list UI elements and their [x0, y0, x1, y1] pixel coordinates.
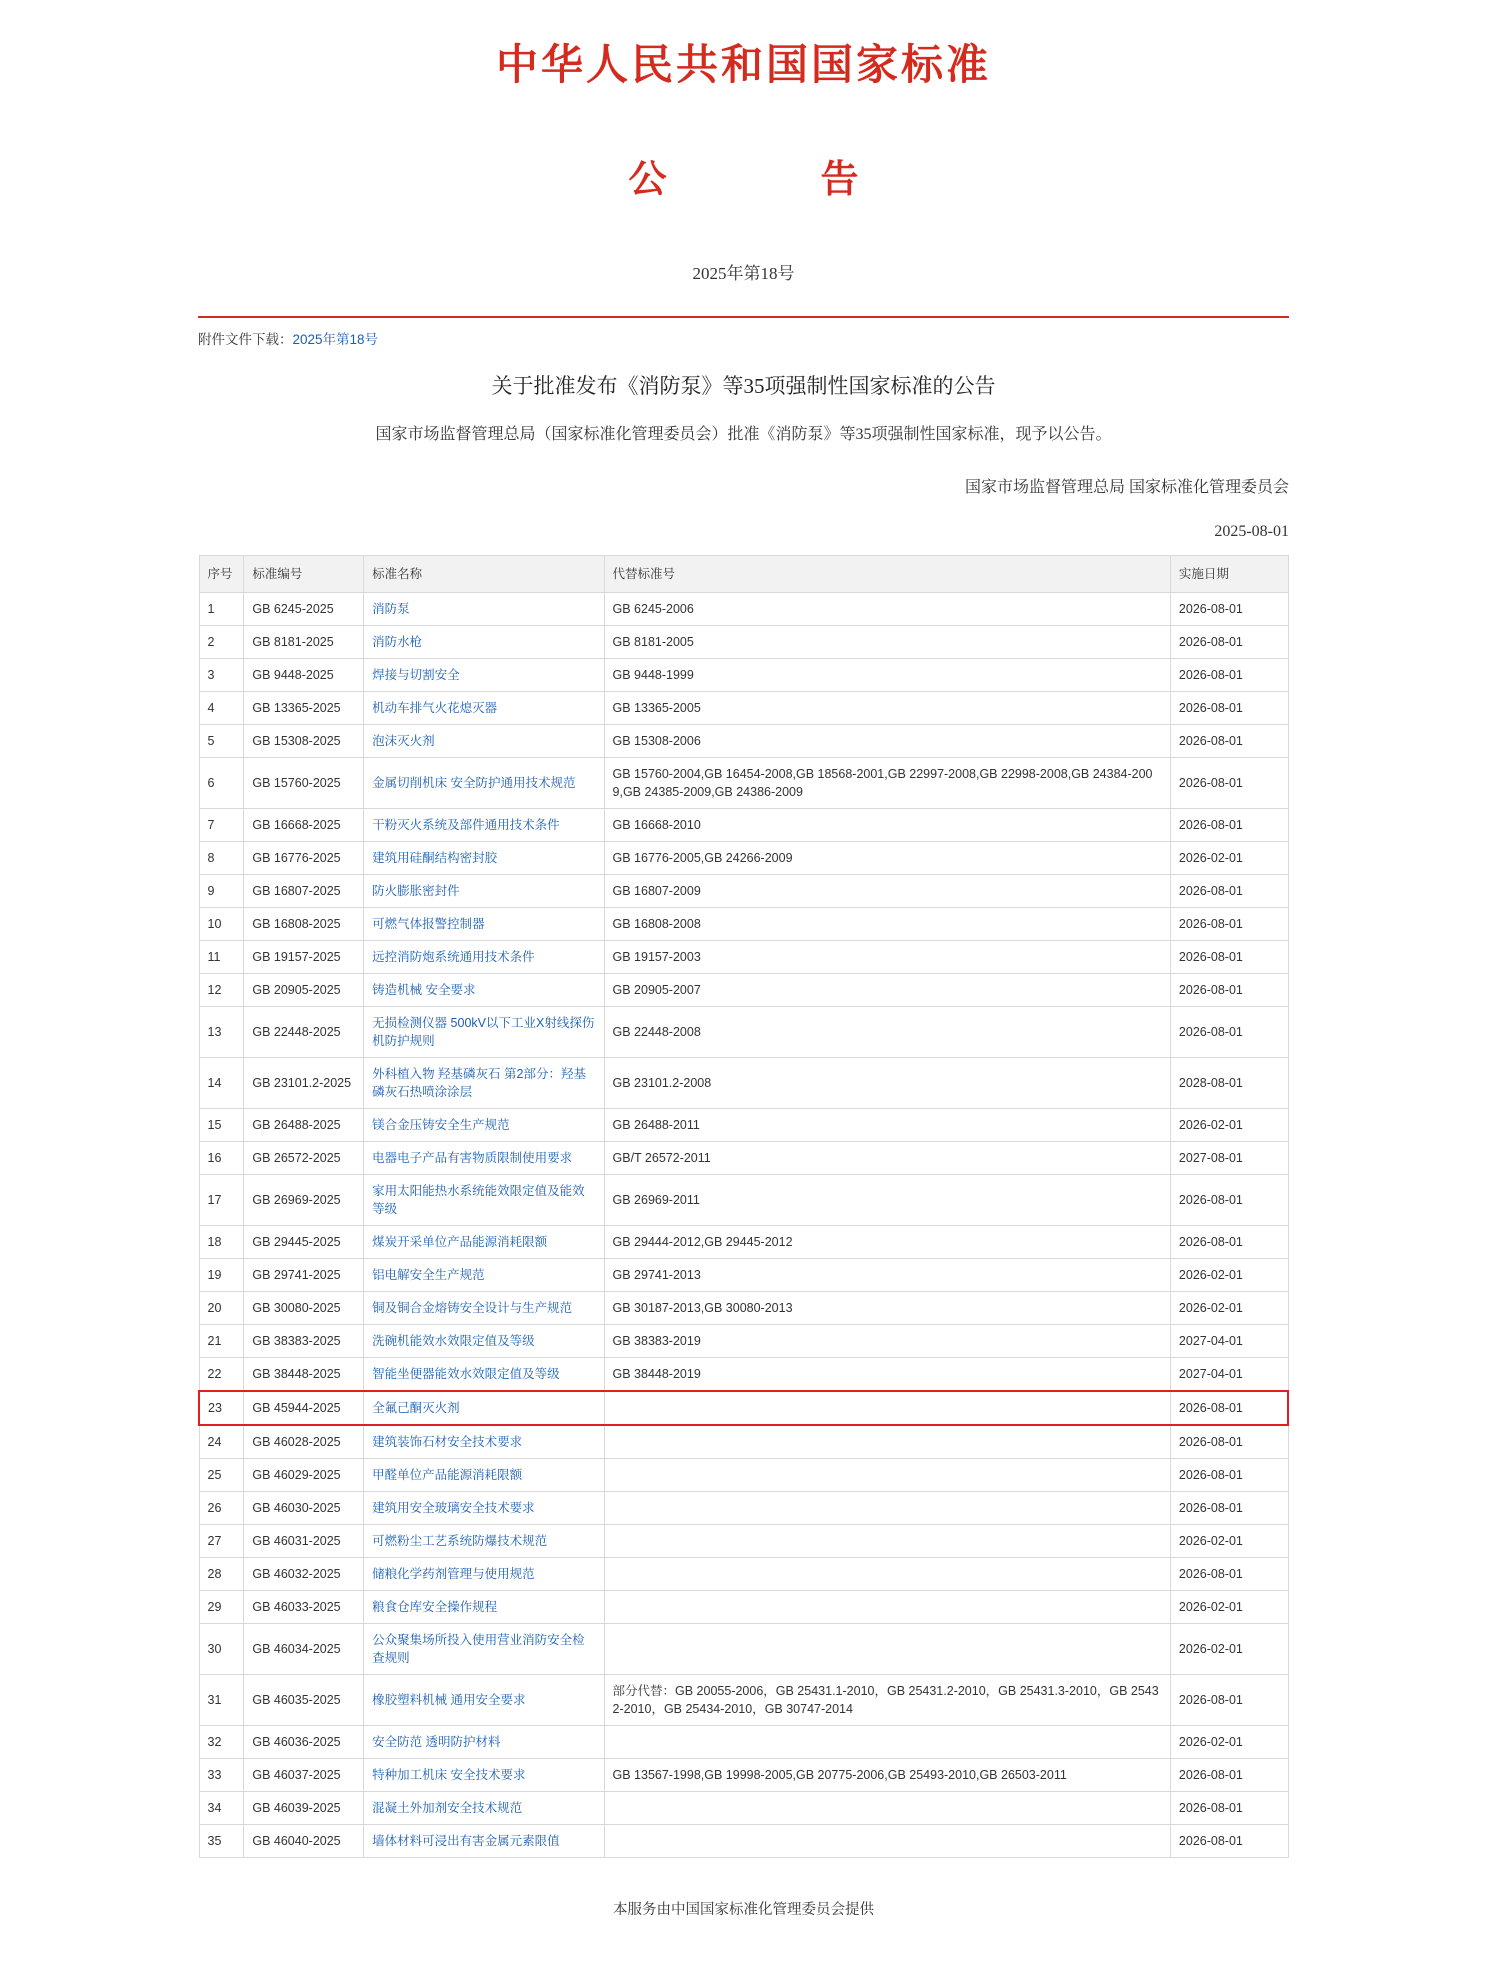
cell-replaced-code	[604, 1591, 1170, 1624]
cell-effective-date: 2026-02-01	[1170, 1259, 1288, 1292]
cell-effective-date: 2026-08-01	[1170, 1425, 1288, 1459]
announcement-title: 关于批准发布《消防泵》等35项强制性国家标准的公告	[491, 374, 996, 398]
cell-replaced-code: GB 19157-2003	[604, 941, 1170, 974]
cell-index: 30	[199, 1624, 244, 1675]
table-row	[199, 593, 1288, 626]
table-row	[199, 758, 1288, 809]
cell-standard-code: GB 19157-2025	[244, 941, 364, 974]
cell-effective-date: 2026-08-01	[1170, 659, 1288, 692]
cell-effective-date: 2026-08-01	[1170, 1459, 1288, 1492]
cell-index: 3	[199, 659, 244, 692]
cell-effective-date: 2026-02-01	[1170, 1624, 1288, 1675]
cell-standard-name[interactable]: 储粮化学药剂管理与使用规范	[364, 1558, 604, 1591]
column-header-code: 标准编号	[244, 556, 364, 593]
cell-replaced-code	[604, 1624, 1170, 1675]
cell-standard-code: GB 46034-2025	[244, 1624, 364, 1675]
cell-index: 5	[199, 725, 244, 758]
cell-effective-date: 2026-08-01	[1170, 1007, 1288, 1058]
standards-table	[198, 555, 1289, 1858]
table-row	[199, 692, 1288, 725]
cell-effective-date: 2026-08-01	[1170, 1175, 1288, 1226]
cell-index: 4	[199, 692, 244, 725]
cell-index: 15	[199, 1109, 244, 1142]
cell-index: 17	[199, 1175, 244, 1226]
cell-standard-name[interactable]: 全氟己酮灭火剂	[364, 1391, 604, 1425]
table-body	[199, 593, 1288, 1858]
cell-standard-name[interactable]: 无损检测仪器 500kV以下工业X射线探伤机防护规则	[364, 1007, 604, 1058]
cell-replaced-code: GB 38448-2019	[604, 1358, 1170, 1392]
document-number: 2025年第18号	[692, 264, 795, 283]
cell-standard-name[interactable]: 防火膨胀密封件	[364, 875, 604, 908]
cell-standard-code: GB 29445-2025	[244, 1226, 364, 1259]
cell-standard-name[interactable]: 泡沫灭火剂	[364, 725, 604, 758]
cell-standard-code: GB 38383-2025	[244, 1325, 364, 1358]
cell-replaced-code: GB 26969-2011	[604, 1175, 1170, 1226]
cell-standard-name[interactable]: 消防水枪	[364, 626, 604, 659]
table-row	[199, 1058, 1288, 1109]
cell-standard-code: GB 9448-2025	[244, 659, 364, 692]
cell-index: 29	[199, 1591, 244, 1624]
cell-effective-date: 2026-08-01	[1170, 1792, 1288, 1825]
cell-effective-date: 2026-08-01	[1170, 1675, 1288, 1726]
cell-standard-name[interactable]: 机动车排气火花熄灭器	[364, 692, 604, 725]
cell-index: 28	[199, 1558, 244, 1591]
table-row	[199, 1825, 1288, 1858]
cell-index: 23	[199, 1391, 244, 1425]
cell-index: 1	[199, 593, 244, 626]
cell-standard-name[interactable]: 煤炭开采单位产品能源消耗限额	[364, 1226, 604, 1259]
cell-replaced-code: GB 16807-2009	[604, 875, 1170, 908]
cell-standard-code: GB 46036-2025	[244, 1726, 364, 1759]
cell-index: 12	[199, 974, 244, 1007]
cell-standard-code: GB 29741-2025	[244, 1259, 364, 1292]
table-row	[199, 809, 1288, 842]
cell-replaced-code: GB 16668-2010	[604, 809, 1170, 842]
cell-standard-code: GB 20905-2025	[244, 974, 364, 1007]
table-row	[199, 1624, 1288, 1675]
cell-standard-name[interactable]: 金属切削机床 安全防护通用技术规范	[364, 758, 604, 809]
table-row	[199, 974, 1288, 1007]
cell-replaced-code	[604, 1391, 1170, 1425]
red-divider	[198, 316, 1289, 318]
cell-effective-date: 2026-08-01	[1170, 974, 1288, 1007]
table-row	[199, 1459, 1288, 1492]
table-row	[199, 1142, 1288, 1175]
table-row	[199, 1675, 1288, 1726]
cell-standard-code: GB 45944-2025	[244, 1391, 364, 1425]
cell-replaced-code: GB/T 26572-2011	[604, 1142, 1170, 1175]
footer-note: 本服务由中国国家标准化管理委员会提供	[613, 1902, 874, 1918]
cell-effective-date: 2026-08-01	[1170, 626, 1288, 659]
cell-standard-name[interactable]: 建筑用安全玻璃安全技术要求	[364, 1492, 604, 1525]
cell-standard-name[interactable]: 洗碗机能效水效限定值及等级	[364, 1325, 604, 1358]
cell-standard-code: GB 15308-2025	[244, 725, 364, 758]
cell-standard-code: GB 46033-2025	[244, 1591, 364, 1624]
cell-index: 2	[199, 626, 244, 659]
cell-standard-name[interactable]: 智能坐便器能效水效限定值及等级	[364, 1358, 604, 1392]
cell-standard-name[interactable]: 铸造机械 安全要求	[364, 974, 604, 1007]
table-row	[199, 1558, 1288, 1591]
cell-standard-code: GB 46031-2025	[244, 1525, 364, 1558]
cell-standard-code: GB 16668-2025	[244, 809, 364, 842]
cell-index: 18	[199, 1226, 244, 1259]
cell-index: 14	[199, 1058, 244, 1109]
cell-standard-code: GB 22448-2025	[244, 1007, 364, 1058]
cell-replaced-code: GB 13567-1998,GB 19998-2005,GB 20775-2006,GB 25493-2010,GB 26503-2011	[604, 1759, 1170, 1792]
announcement-signer: 国家市场监督管理总局 国家标准化管理委员会	[964, 479, 1289, 496]
cell-effective-date: 2026-08-01	[1170, 941, 1288, 974]
cell-replaced-code: GB 38383-2019	[604, 1325, 1170, 1358]
table-row	[199, 1492, 1288, 1525]
cell-effective-date: 2026-08-01	[1170, 809, 1288, 842]
cell-standard-code: GB 16807-2025	[244, 875, 364, 908]
cell-replaced-code: GB 30187-2013,GB 30080-2013	[604, 1292, 1170, 1325]
cell-standard-code: GB 46032-2025	[244, 1558, 364, 1591]
cell-standard-code: GB 46030-2025	[244, 1492, 364, 1525]
cell-standard-code: GB 30080-2025	[244, 1292, 364, 1325]
cell-index: 11	[199, 941, 244, 974]
cell-replaced-code: GB 26488-2011	[604, 1109, 1170, 1142]
column-header-index: 序号	[199, 556, 244, 593]
table-row	[199, 1391, 1288, 1425]
cell-replaced-code	[604, 1492, 1170, 1525]
cell-standard-name[interactable]: 家用太阳能热水系统能效限定值及能效等级	[364, 1175, 604, 1226]
cell-standard-code: GB 46039-2025	[244, 1792, 364, 1825]
cell-effective-date: 2027-04-01	[1170, 1358, 1288, 1392]
cell-replaced-code: GB 6245-2006	[604, 593, 1170, 626]
cell-standard-name[interactable]: 混凝土外加剂安全技术规范	[364, 1792, 604, 1825]
cell-standard-code: GB 46037-2025	[244, 1759, 364, 1792]
cell-replaced-code: GB 9448-1999	[604, 659, 1170, 692]
cell-standard-code: GB 16776-2025	[244, 842, 364, 875]
cell-effective-date: 2026-08-01	[1170, 758, 1288, 809]
table-row	[199, 659, 1288, 692]
column-header-replaced: 代替标准号	[604, 556, 1170, 593]
cell-replaced-code	[604, 1792, 1170, 1825]
announcement-body: 国家市场监督管理总局（国家标准化管理委员会）批准《消防泵》等35项强制性国家标准，现予以公告。	[375, 426, 1112, 443]
cell-replaced-code: GB 20905-2007	[604, 974, 1170, 1007]
cell-index: 33	[199, 1759, 244, 1792]
table-row	[199, 1259, 1288, 1292]
attachment-label: 附件文件下载：	[198, 332, 293, 347]
cell-effective-date: 2028-08-01	[1170, 1058, 1288, 1109]
cell-replaced-code	[604, 1558, 1170, 1591]
cell-index: 19	[199, 1259, 244, 1292]
cell-index: 32	[199, 1726, 244, 1759]
cell-standard-code: GB 46035-2025	[244, 1675, 364, 1726]
cell-replaced-code	[604, 1726, 1170, 1759]
cell-replaced-code	[604, 1825, 1170, 1858]
cell-replaced-code: GB 8181-2005	[604, 626, 1170, 659]
table-row	[199, 626, 1288, 659]
cell-index: 8	[199, 842, 244, 875]
cell-standard-name[interactable]: 可燃粉尘工艺系统防爆技术规范	[364, 1525, 604, 1558]
cell-effective-date: 2026-02-01	[1170, 842, 1288, 875]
cell-index: 25	[199, 1459, 244, 1492]
table-header-row	[199, 556, 1288, 593]
table-row	[199, 1759, 1288, 1792]
cell-index: 31	[199, 1675, 244, 1726]
table-row	[199, 1792, 1288, 1825]
cell-standard-name[interactable]: 铝电解安全生产规范	[364, 1259, 604, 1292]
cell-effective-date: 2026-02-01	[1170, 1525, 1288, 1558]
cell-replaced-code: GB 15760-2004,GB 16454-2008,GB 18568-2001,GB 22997-2008,GB 22998-2008,GB 24384-2009,GB 24385-2009,GB 24386-2009	[604, 758, 1170, 809]
cell-effective-date: 2026-08-01	[1170, 908, 1288, 941]
cell-effective-date: 2026-08-01	[1170, 593, 1288, 626]
cell-replaced-code: GB 13365-2005	[604, 692, 1170, 725]
table-row	[199, 1525, 1288, 1558]
cell-index: 6	[199, 758, 244, 809]
cell-standard-name[interactable]: 可燃气体报警控制器	[364, 908, 604, 941]
cell-replaced-code: GB 23101.2-2008	[604, 1058, 1170, 1109]
cell-effective-date: 2026-02-01	[1170, 1292, 1288, 1325]
cell-index: 20	[199, 1292, 244, 1325]
cell-standard-code: GB 23101.2-2025	[244, 1058, 364, 1109]
cell-effective-date: 2026-08-01	[1170, 1391, 1288, 1425]
cell-replaced-code	[604, 1525, 1170, 1558]
document-subtitle: 公 告	[628, 159, 885, 201]
cell-replaced-code: 部分代替：GB 20055-2006，GB 25431.1-2010，GB 25431.2-2010，GB 25431.3-2010，GB 25432-2010，GB 25434-2010，GB 30747-2014	[604, 1675, 1170, 1726]
cell-effective-date: 2026-08-01	[1170, 875, 1288, 908]
cell-index: 9	[199, 875, 244, 908]
table-row	[199, 842, 1288, 875]
table-row	[199, 1109, 1288, 1142]
cell-standard-code: GB 15760-2025	[244, 758, 364, 809]
cell-effective-date: 2026-08-01	[1170, 725, 1288, 758]
table-row	[199, 875, 1288, 908]
cell-replaced-code	[604, 1425, 1170, 1459]
table-row	[199, 725, 1288, 758]
cell-replaced-code: GB 16808-2008	[604, 908, 1170, 941]
table-row	[199, 1425, 1288, 1459]
cell-standard-name[interactable]: 特种加工机床 安全技术要求	[364, 1759, 604, 1792]
cell-standard-name[interactable]: 铜及铜合金熔铸安全设计与生产规范	[364, 1292, 604, 1325]
cell-standard-name[interactable]: 墙体材料可浸出有害金属元素限值	[364, 1825, 604, 1858]
cell-index: 7	[199, 809, 244, 842]
cell-standard-name[interactable]: 橡胶塑料机械 通用安全要求	[364, 1675, 604, 1726]
table-row	[199, 1358, 1288, 1392]
table-row	[199, 1007, 1288, 1058]
cell-standard-name[interactable]: 消防泵	[364, 593, 604, 626]
column-header-date: 实施日期	[1170, 556, 1288, 593]
column-header-name: 标准名称	[364, 556, 604, 593]
table-row	[199, 1325, 1288, 1358]
cell-effective-date: 2026-02-01	[1170, 1726, 1288, 1759]
cell-index: 22	[199, 1358, 244, 1392]
table-row	[199, 1591, 1288, 1624]
cell-standard-code: GB 46040-2025	[244, 1825, 364, 1858]
table-row	[199, 1292, 1288, 1325]
cell-standard-code: GB 26969-2025	[244, 1175, 364, 1226]
cell-standard-name[interactable]: 外科植入物 羟基磷灰石 第2部分：羟基磷灰石热喷涂涂层	[364, 1058, 604, 1109]
cell-standard-code: GB 46028-2025	[244, 1425, 364, 1459]
cell-standard-code: GB 46029-2025	[244, 1459, 364, 1492]
cell-effective-date: 2026-08-01	[1170, 692, 1288, 725]
cell-effective-date: 2027-08-01	[1170, 1142, 1288, 1175]
cell-standard-code: GB 26488-2025	[244, 1109, 364, 1142]
cell-standard-name[interactable]: 公众聚集场所投入使用营业消防安全检查规则	[364, 1624, 604, 1675]
cell-index: 35	[199, 1825, 244, 1858]
cell-standard-name[interactable]: 电器电子产品有害物质限制使用要求	[364, 1142, 604, 1175]
cell-index: 24	[199, 1425, 244, 1459]
cell-replaced-code: GB 15308-2006	[604, 725, 1170, 758]
cell-standard-code: GB 6245-2025	[244, 593, 364, 626]
cell-standard-name[interactable]: 粮食仓库安全操作规程	[364, 1591, 604, 1624]
cell-index: 16	[199, 1142, 244, 1175]
cell-index: 10	[199, 908, 244, 941]
cell-standard-name[interactable]: 远控消防炮系统通用技术条件	[364, 941, 604, 974]
cell-replaced-code: GB 22448-2008	[604, 1007, 1170, 1058]
cell-index: 27	[199, 1525, 244, 1558]
cell-effective-date: 2026-02-01	[1170, 1109, 1288, 1142]
cell-standard-code: GB 16808-2025	[244, 908, 364, 941]
attachment-download-link[interactable]: 2025年第18号	[292, 332, 379, 347]
attachment-line	[198, 330, 1289, 350]
cell-effective-date: 2026-08-01	[1170, 1825, 1288, 1858]
cell-effective-date: 2026-08-01	[1170, 1226, 1288, 1259]
cell-standard-code: GB 8181-2025	[244, 626, 364, 659]
cell-replaced-code: GB 16776-2005,GB 24266-2009	[604, 842, 1170, 875]
cell-index: 21	[199, 1325, 244, 1358]
cell-standard-name[interactable]: 建筑装饰石材安全技术要求	[364, 1425, 604, 1459]
cell-index: 13	[199, 1007, 244, 1058]
table-row	[199, 1726, 1288, 1759]
announcement-date: 2025-08-01	[1214, 523, 1289, 540]
cell-standard-code: GB 38448-2025	[244, 1358, 364, 1392]
cell-index: 26	[199, 1492, 244, 1525]
cell-standard-code: GB 26572-2025	[244, 1142, 364, 1175]
content-wrapper	[198, 330, 1289, 541]
document-title: 中华人民共和国国家标准	[495, 43, 991, 89]
cell-standard-name[interactable]: 焊接与切割安全	[364, 659, 604, 692]
cell-standard-name[interactable]: 干粉灭火系统及部件通用技术条件	[364, 809, 604, 842]
cell-replaced-code: GB 29741-2013	[604, 1259, 1170, 1292]
cell-effective-date: 2026-08-01	[1170, 1492, 1288, 1525]
cell-effective-date: 2026-08-01	[1170, 1759, 1288, 1792]
table-row	[199, 908, 1288, 941]
cell-standard-name[interactable]: 建筑用硅酮结构密封胶	[364, 842, 604, 875]
table-row	[199, 1175, 1288, 1226]
cell-standard-name[interactable]: 甲醛单位产品能源消耗限额	[364, 1459, 604, 1492]
cell-effective-date: 2027-04-01	[1170, 1325, 1288, 1358]
cell-standard-name[interactable]: 镁合金压铸安全生产规范	[364, 1109, 604, 1142]
cell-replaced-code	[604, 1459, 1170, 1492]
cell-standard-name[interactable]: 安全防范 透明防护材料	[364, 1726, 604, 1759]
cell-index: 34	[199, 1792, 244, 1825]
cell-replaced-code: GB 29444-2012,GB 29445-2012	[604, 1226, 1170, 1259]
cell-effective-date: 2026-08-01	[1170, 1558, 1288, 1591]
table-row	[199, 1226, 1288, 1259]
cell-effective-date: 2026-02-01	[1170, 1591, 1288, 1624]
cell-standard-code: GB 13365-2025	[244, 692, 364, 725]
table-row	[199, 941, 1288, 974]
